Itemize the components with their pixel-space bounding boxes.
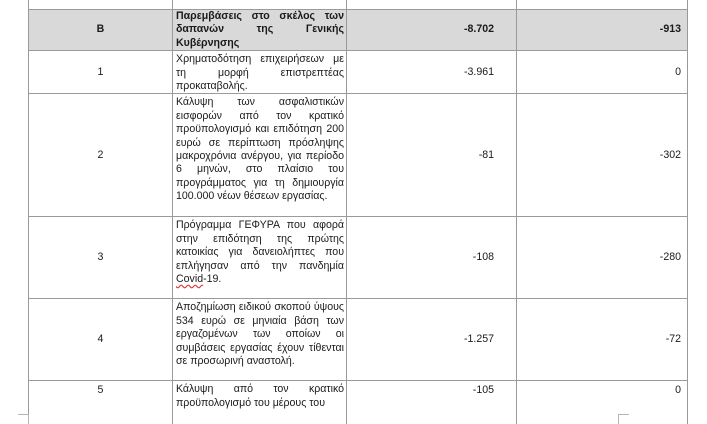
table-row bbox=[29, 217, 688, 299]
table-row-continuation bbox=[29, 0, 688, 10]
row-value-b: -302 bbox=[517, 94, 688, 217]
row-value-b: 0 bbox=[517, 51, 688, 94]
row-value-b: 0 bbox=[517, 381, 688, 424]
spellcheck-marked-word: Covid bbox=[176, 273, 204, 286]
row-code: 4 bbox=[29, 299, 173, 381]
section-value-b: -913 bbox=[517, 10, 688, 51]
row-description: Κάλυψη από τον κρατικό προϋπολογισμό του μέρους του bbox=[173, 381, 347, 424]
row-description: Πρόγραμμα ΓΕΦΥΡΑ που αφορά στην επιδότηση της πρώτης κατοικίας για δανειολήπτες που επλήγησαν από την πανδημία Covid-19. bbox=[173, 217, 347, 299]
row-code: 5 bbox=[29, 381, 173, 424]
table-row bbox=[29, 299, 688, 381]
page-margin-mark bbox=[618, 414, 629, 424]
row-description: Αποζημίωση ειδικού σκοπού ύψους 534 ευρώ σε μηνιαία βάση των εργαζομένων των οποίων οι συμβάσεις εργασίας έχουν τίθενται σε προσωρινή αναστολή. bbox=[173, 299, 347, 381]
row-value-a: -105 bbox=[347, 381, 517, 424]
row-code: 1 bbox=[29, 51, 173, 94]
row-value-b: -72 bbox=[517, 299, 688, 381]
table-row bbox=[29, 94, 688, 217]
row-value-a: -108 bbox=[347, 217, 517, 299]
section-code: Β bbox=[29, 10, 173, 51]
page-margin-mark bbox=[18, 414, 29, 424]
row-description: Κάλυψη των ασφαλιστικών εισφορών από τον κρατικό προϋπολογισμό και επιδότηση 200 ευρώ σε περίπτωση πρόσληψης μακροχρόνια ανέργου, για περίοδο 6 μηνών, στο πλαίσιο του προγράμματος για τη δημιουργία 100.000 νέων θέσεων εργασίας. bbox=[173, 94, 347, 217]
row-value-a: -3.961 bbox=[347, 51, 517, 94]
table-row bbox=[29, 381, 688, 424]
row-code: 3 bbox=[29, 217, 173, 299]
section-description: Παρεμβάσεις στο σκέλος των δαπανών της Γενικής Κυβέρνησης bbox=[173, 10, 347, 51]
row-value-b: -280 bbox=[517, 217, 688, 299]
row-value-a: -1.257 bbox=[347, 299, 517, 381]
fiscal-measures-table bbox=[28, 0, 688, 424]
table-row-section-header bbox=[29, 10, 688, 51]
row-description: Χρηματοδότηση επιχειρήσεων με τη μορφή επιστρεπτέας προκαταβολής. bbox=[173, 51, 347, 94]
section-value-a: -8.702 bbox=[347, 10, 517, 51]
table-row bbox=[29, 51, 688, 94]
row-code: 2 bbox=[29, 94, 173, 217]
row-value-a: -81 bbox=[347, 94, 517, 217]
